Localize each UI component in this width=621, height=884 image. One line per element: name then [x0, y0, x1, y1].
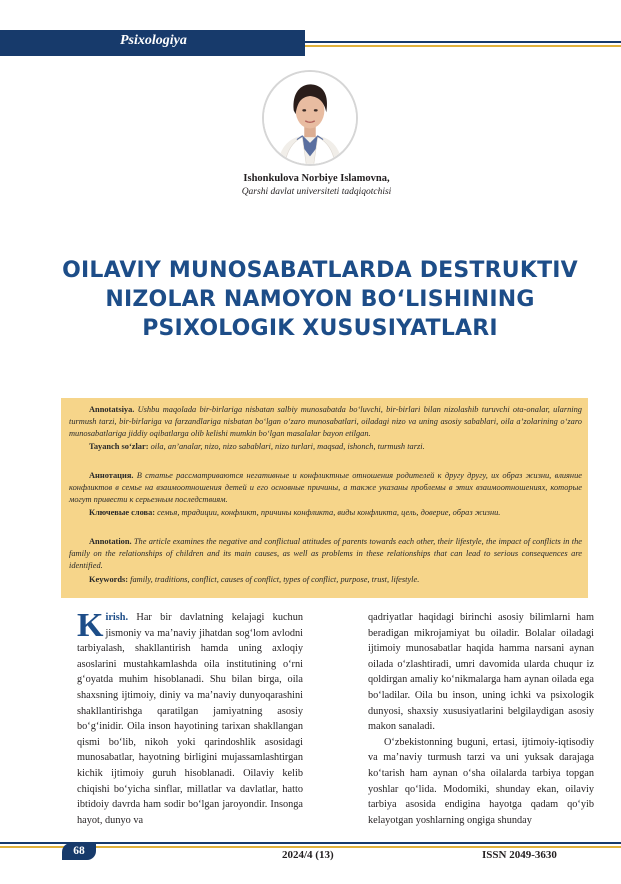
- author-name: Ishonkulova Norbiye Islamovna,: [243, 173, 390, 184]
- keywords-ru-text: семья, традиции, конфликт, причины конфликта, виды конфликта, цель, доверие, образ жизни.: [157, 508, 501, 517]
- abstract-en: [69, 536, 582, 572]
- body-column-right: [368, 610, 594, 828]
- keywords-ru-label: Ключевые слова:: [89, 508, 156, 517]
- article-title: [40, 256, 600, 343]
- kirish-heading: irish.: [105, 612, 129, 623]
- keywords-uz-text: oila, an’analar, nizo, nizo sabablari, nizo turlari, maqsad, ishonch, turmush tarzi.: [150, 442, 425, 451]
- abstract-ru-text: В статье рассматриваются негативные и конфликтные отношения родителей к другу другу, их образ жизни, влияние конфликтов в семье на взаимоотношения детей и его основные причины, а также указаны проблемы в этих взаимоотношениях, которые могут привести к серьезным последствиям.: [69, 471, 582, 504]
- author-affiliation: Qarshi davlat universiteti tadqiqotchisi: [241, 187, 392, 197]
- header-rule-gold: [305, 45, 621, 47]
- header-rule-navy: [305, 41, 621, 43]
- page-number: 68: [62, 843, 96, 860]
- body-column-left: [77, 607, 303, 828]
- abstract-uz: [69, 404, 582, 440]
- keywords-uz: [69, 441, 582, 453]
- abstract-uz-text: Ushbu maqolada bir-birlariga nisbatan salbiy munosabatda bo‘luvchi, bir-birlari bilan nizolashib turuvchi ota-onalar, ularning turmush tarzi, bir-birlariga va farzandlariga nisbatan bo‘lgan o‘zaro munosabatlari, oiladagi nizo va uning asosiy sabablari, oila a’zolarining o‘zaro munosabatlariga jiddiy oqibatlarga olib kelishi mumkin bo‘lgan masalalar bayon etilgan.: [69, 405, 582, 438]
- body-paragraph: [77, 607, 303, 828]
- abstract-ru: [69, 470, 582, 506]
- title-line-2: NIZOLAR NAMOYON BO‘LISHINING: [105, 287, 535, 312]
- drop-cap: K: [77, 607, 104, 644]
- body-paragraph: O‘zbekistonning buguni, ertasi, ijtimoiy-iqtisodiy va ma’naviy turmush tarzi va uni yuksak darajaga ko‘tarish ham aynan o‘sha oilalarda tarbiya topgan yoshlar qo‘lida. Modomiki, shunday ekan, oilaviy tarbiya asosida endigina hayotga qadam qo‘yib kelayotgan yoshlarning ongiga shunday: [368, 736, 594, 826]
- keywords-en: [69, 574, 582, 586]
- abstract-en-text: The article examines the negative and conflictual attitudes of parents towards each other, their lifestyle, the impact of conflicts in the family on the relationships of children and its main causes, as well as problems in these relationships that can lead to serious consequences are identified.: [69, 537, 582, 570]
- abstract-uz-label: Annotatsiya.: [89, 405, 135, 414]
- body-text-left-1: Har bir davlatning kelajagi kuchun jismoniy va ma’naviy jihatdan sog‘lom avlodni tarbiyalash, shakllantirish hamda uning axloqiy asoslarini mustahkamlashda oila institutining o‘rni g‘oyatda muhim hisoblanadi. Shu bilan birga, oila shaxsning ijtimoiy, diniy va ma’naviy dunyoqarashini shakllantirishga qaratilgan jamiyatning asosiy bo‘g‘inidir. Oila inson hayotining tarixan shakllangan qismi bo‘lib, nikoh yoki qarindoshlik asosidagi munosabatlar, hayotning birligini mujassamlashtirgan kichik ijtimoiy guruh hisoblanadi. Oilaviy kelib chiqishi bo‘yicha sinflar, millatlar va davlatlar, hatto ibtidoiy davrda ham sodir bo‘lgan jaroyondir. Insonga hayot, dunyo va: [77, 612, 303, 826]
- abstract-en-label: Annotation.: [89, 537, 132, 546]
- keywords-ru: [69, 507, 582, 519]
- keywords-en-text: family, traditions, conflict, causes of conflict, types of conflict, purpose, trust, lifestyle.: [130, 575, 420, 584]
- title-line-1: OILAVIY MUNOSABATLARDA DESTRUKTIV: [62, 258, 578, 283]
- body-paragraph: qadriyatlar haqidagi birinchi asosiy bilimlarni ham beradigan mikrojamiyat bu oiladir. Bolalar oiladagi ijtimoiy munosabatlar haqida hamma narsani aynan oilada o‘zlashtiradi, umri davomida ularda chuqur iz qoldirgan amaliy ko‘nikmalarga ham aynan oilada ega bo‘ladilar. Oila bu inson, uning ichki va psixologik dunyosi, shaxsiy xususiyatlarini belgilaydigan asosiy makon sanaladi.: [368, 612, 594, 733]
- author-photo: [262, 70, 358, 166]
- keywords-uz-label: Tayanch so‘zlar:: [89, 442, 149, 451]
- author-photo-illustration: [264, 72, 356, 164]
- issue-number: 2024/4 (13): [282, 849, 334, 861]
- section-label: Psixologiya: [120, 33, 187, 48]
- issn: ISSN 2049-3630: [482, 849, 557, 861]
- keywords-en-label: Keywords:: [89, 575, 129, 584]
- abstract-ru-label: Аннотация.: [89, 471, 134, 480]
- title-line-3: PSIXOLOGIK XUSUSIYATLARI: [142, 316, 498, 341]
